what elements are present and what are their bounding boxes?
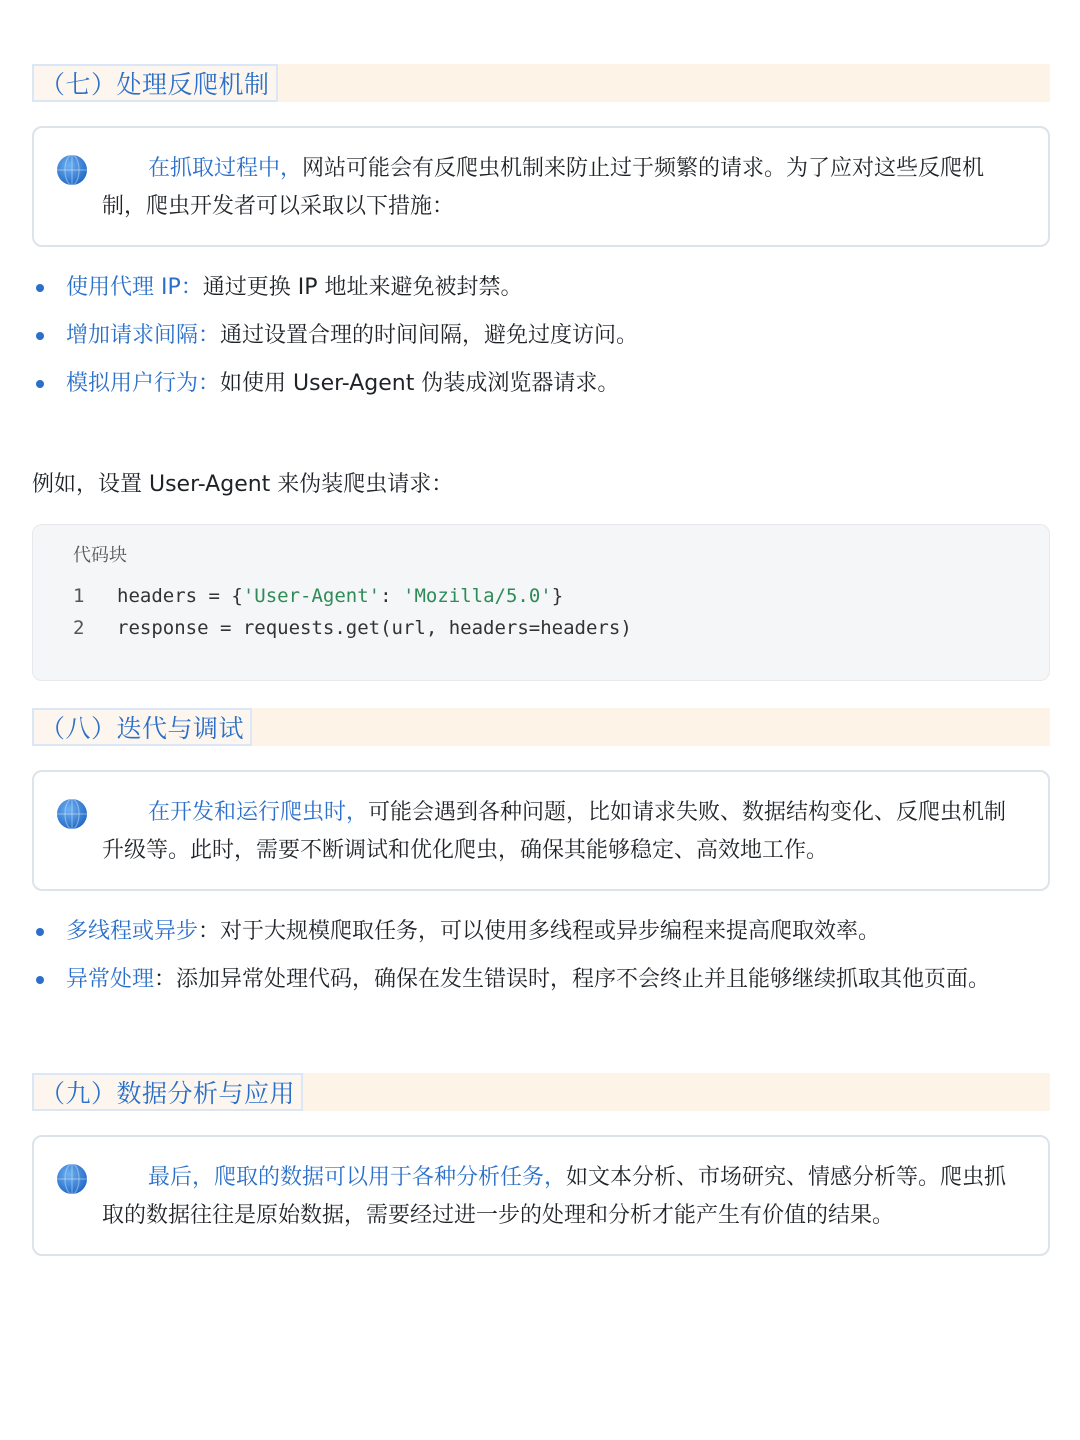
list-item-term: 使用代理 IP： <box>66 275 203 300</box>
callout-lead: 最后，爬取的数据可以用于各种分析任务， <box>148 1165 567 1190</box>
list-item-text: 如使用 User-Agent 伪装成浏览器请求。 <box>220 371 620 396</box>
list-item-text: 通过更换 IP 地址来避免被封禁。 <box>202 275 523 300</box>
section-heading: （七）处理反爬机制 <box>32 64 278 102</box>
code-string: 'User-Agent' <box>242 585 381 607</box>
globe-icon <box>56 798 88 830</box>
callout-box <box>32 126 1050 247</box>
callout-lead: 在开发和运行爬虫时， <box>148 800 369 825</box>
list-item <box>32 318 1042 366</box>
code-line <box>73 617 632 639</box>
callout-box <box>32 1135 1050 1256</box>
bullet-dot-icon <box>36 380 44 388</box>
bullet-dot-icon <box>36 332 44 340</box>
list-item-term: 多线程或异步 <box>66 919 199 944</box>
list-item-text: 通过设置合理的时间间隔，避免过度访问。 <box>220 323 639 348</box>
bullet-list <box>32 914 1042 1010</box>
bullet-dot-icon <box>36 928 44 936</box>
section-heading-bar <box>32 708 1050 746</box>
callout-body: 可能会遇到各种问题，比如请求失败、数据结构变化、反爬虫机制升级等。此时，需要不断调试和优化爬虫，确保其能够稳定、高效地工作。 <box>102 800 1007 863</box>
code-token: response = requests.get(url, headers=headers) <box>117 617 632 639</box>
list-item-term: 异常处理 <box>66 967 155 992</box>
list-item <box>32 962 1042 1010</box>
list-item-text: ：对于大规模爬取任务，可以使用多线程或异步编程来提高爬取效率。 <box>198 919 881 944</box>
list-item-term: 增加请求间隔： <box>66 323 221 348</box>
bullet-dot-icon <box>36 976 44 984</box>
list-item-text: ：添加异常处理代码，确保在发生错误时，程序不会终止并且能够继续抓取其他页面。 <box>154 967 991 992</box>
list-item <box>32 366 1042 414</box>
bullet-list <box>32 270 1042 414</box>
callout-box <box>32 770 1050 891</box>
list-item <box>32 270 1042 318</box>
bullet-dot-icon <box>36 284 44 292</box>
code-line <box>73 585 563 607</box>
code-token: headers = { <box>117 585 243 607</box>
callout-body: 如文本分析、市场研究、情感分析等。爬虫抓取的数据往往是原始数据，需要经过进一步的处理和分析才能产生有价值的结果。 <box>102 1165 1007 1228</box>
code-block-label: 代码块 <box>73 545 127 566</box>
section-heading-bar <box>32 64 1050 102</box>
list-item-term: 模拟用户行为： <box>66 371 221 396</box>
code-token: } <box>551 585 564 607</box>
globe-icon <box>56 1163 88 1195</box>
section-heading: （八）迭代与调试 <box>32 708 252 746</box>
callout-body: 网站可能会有反爬虫机制来防止过于频繁的请求。为了应对这些反爬机制，爬虫开发者可以采取以下措施： <box>102 156 985 219</box>
callout-text <box>102 150 1012 226</box>
line-number: 1 <box>73 585 85 607</box>
code-string: 'Mozilla/5.0' <box>403 585 552 607</box>
section-heading-bar <box>32 1073 1050 1111</box>
callout-lead: 在抓取过程中， <box>148 156 303 181</box>
example-paragraph: 例如，设置 User-Agent 来伪装爬虫请求： <box>32 472 454 497</box>
code-token: : <box>380 585 404 607</box>
globe-icon <box>56 154 88 186</box>
section-heading: （九）数据分析与应用 <box>32 1073 303 1111</box>
callout-text <box>102 794 1012 870</box>
list-item <box>32 914 1042 962</box>
callout-text <box>102 1159 1012 1235</box>
line-number: 2 <box>73 617 85 639</box>
code-block <box>32 524 1050 681</box>
